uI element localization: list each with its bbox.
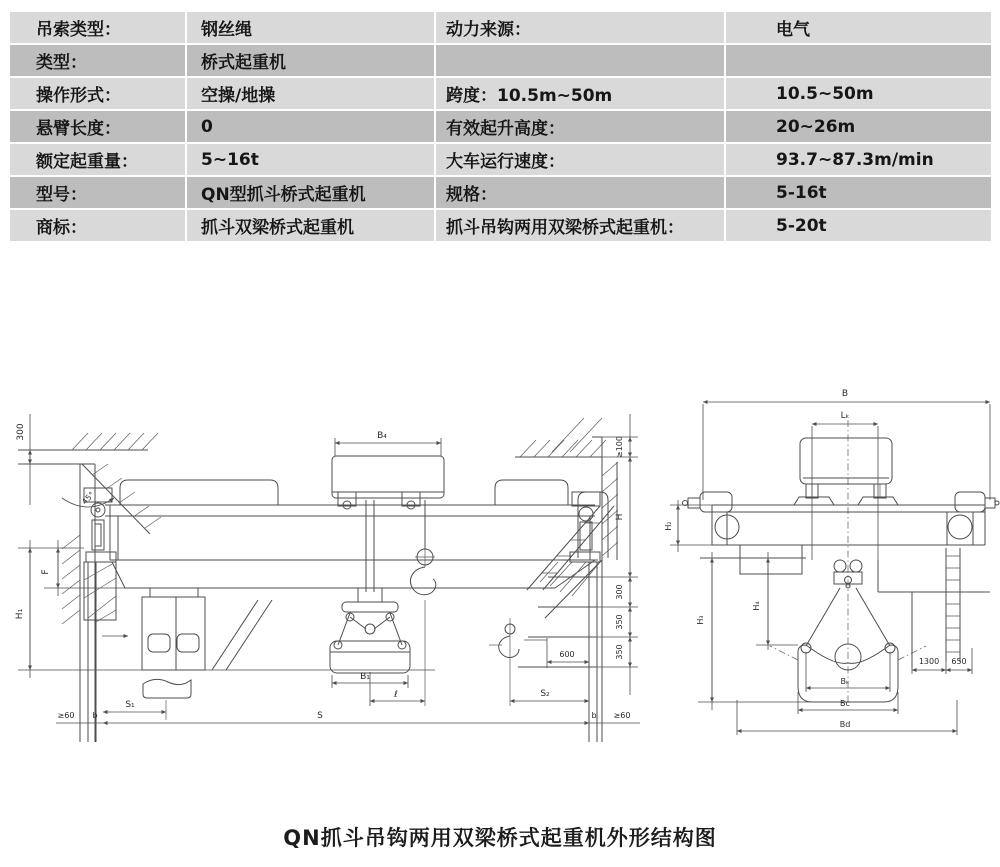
- dimensions-floor: [56, 638, 640, 723]
- spec-label: 大车运行速度：: [436, 144, 724, 175]
- dim-h4-label: H₄: [752, 601, 761, 611]
- dim-bc-label: Bc: [840, 699, 850, 708]
- dim-ge100-label: ≥100: [615, 436, 624, 458]
- dim-b1-label: B₁: [360, 672, 370, 682]
- dim-b4-label: B₄: [377, 431, 387, 441]
- spec-value: 抓斗双梁桥式起重机: [187, 210, 434, 241]
- runway-column-left: [62, 464, 116, 742]
- dim-ge60-left-label: ≥60: [57, 711, 75, 720]
- spec-value: 0: [187, 111, 434, 142]
- spec-label: 商标：: [10, 210, 185, 241]
- grab-bucket-closed: [330, 500, 425, 706]
- dim-h1-label: H₁: [15, 608, 25, 620]
- small-hook-marker: [489, 618, 519, 706]
- dimensions-side-left: [696, 552, 812, 710]
- dim-300-right-label: 300: [615, 584, 624, 600]
- ceiling-right: [515, 418, 606, 457]
- dim-b-span: [703, 389, 990, 705]
- crane-outline-drawing: [0, 358, 1000, 778]
- spec-value: 5-20t: [726, 210, 991, 241]
- dim-1300-label: 1300: [918, 657, 940, 666]
- spec-value: 电气: [726, 12, 991, 43]
- dim-bk-label: Bₖ: [840, 677, 850, 686]
- runway-column-right: [518, 437, 618, 742]
- spec-label: 规格：: [436, 177, 724, 208]
- dim-45deg-label: 45°: [80, 490, 97, 507]
- dim-s2-label: S₂: [540, 689, 550, 699]
- spec-label: [436, 45, 724, 76]
- spec-value: [726, 45, 991, 76]
- spec-label: 型号：: [10, 177, 185, 208]
- dim-350b-label: 350: [615, 644, 624, 660]
- main-view: [15, 414, 640, 742]
- dim-350a-label: 350: [615, 614, 624, 630]
- dim-600-label: 600: [559, 650, 575, 659]
- trolley: [332, 431, 444, 509]
- dim-ell-label: ℓ: [394, 690, 398, 700]
- dim-ceiling-300-label: 300: [16, 423, 26, 441]
- spec-table: [10, 12, 991, 241]
- spec-label: 有效起升高度：: [436, 111, 724, 142]
- spec-value: 93.7~87.3m/min: [726, 144, 991, 175]
- dim-b-right-label: b: [591, 711, 597, 720]
- dim-b-label: B: [841, 389, 849, 399]
- dim-b-left-label: b: [92, 711, 98, 720]
- spec-label: 额定起重量：: [10, 144, 185, 175]
- spec-label: 吊索类型：: [10, 12, 185, 43]
- ladder: [912, 548, 972, 674]
- dim-s1-label: S₁: [125, 700, 135, 710]
- spec-value: 钢丝绳: [187, 12, 434, 43]
- spec-value: 5-16t: [726, 177, 991, 208]
- dim-h-label: H: [615, 513, 625, 521]
- spec-label: 类型：: [10, 45, 185, 76]
- operator-cab: [102, 588, 205, 720]
- dim-bd-label: Bd: [839, 720, 851, 729]
- dimensions-main-left: [15, 540, 435, 678]
- dim-s-label: S: [317, 711, 323, 721]
- side-view: [664, 389, 999, 735]
- spec-value: 空操/地操: [187, 78, 434, 109]
- dim-h2-label: H₂: [664, 521, 673, 531]
- dim-lk-label: Lₖ: [840, 411, 850, 421]
- hook-block: [410, 500, 435, 706]
- spec-value: QN型抓斗桥式起重机: [187, 177, 434, 208]
- spec-value: 5~16t: [187, 144, 434, 175]
- spec-label: 悬臂长度：: [10, 111, 185, 142]
- drawing-caption: QN抓斗吊钩两用双梁桥式起重机外形结构图: [283, 826, 717, 850]
- spec-label: 跨度：10.5m~50m: [436, 78, 724, 109]
- dim-f-label: F: [41, 569, 51, 575]
- spec-value: 20~26m: [726, 111, 991, 142]
- dim-h3-label: H₃: [696, 615, 705, 625]
- spec-label: 抓斗吊钩两用双梁桥式起重机：: [436, 210, 724, 241]
- spec-label: 操作形式：: [10, 78, 185, 109]
- spec-value: 10.5~50m: [726, 78, 991, 109]
- spec-label: 动力来源：: [436, 12, 724, 43]
- spec-value: 桥式起重机: [187, 45, 434, 76]
- dim-ge60-right-label: ≥60: [613, 711, 631, 720]
- dim-650-label: 650: [951, 657, 967, 666]
- trolley-house: [794, 438, 898, 505]
